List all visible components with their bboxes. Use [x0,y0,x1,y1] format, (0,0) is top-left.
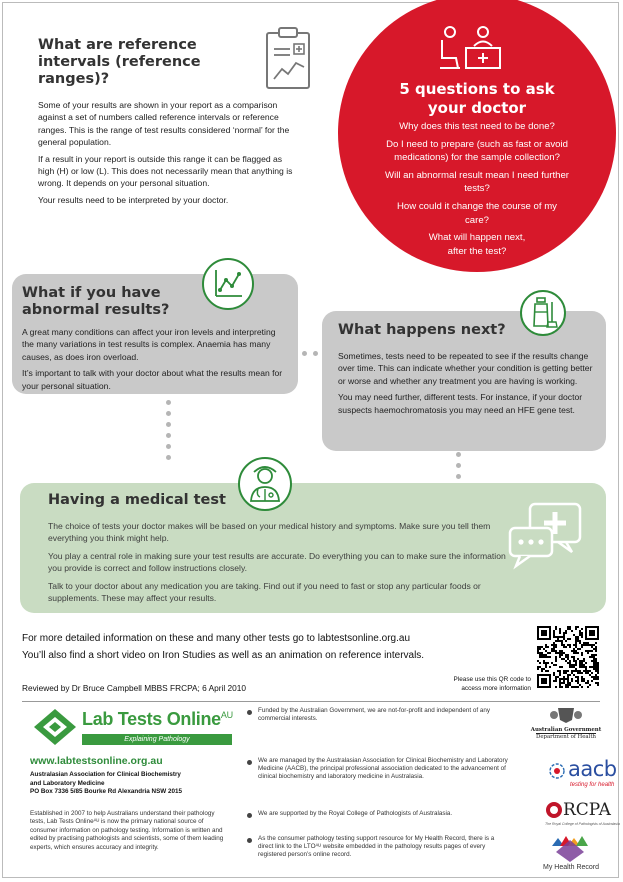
aacb-logo-text: aacb [568,757,617,781]
qr-note: Please use this QR code to access more information [453,676,531,692]
reference-body [38,99,296,206]
rcpa-tagline: The Royal College of Pathologists of Australasia [545,822,620,826]
note-bullet [247,710,252,715]
lto-url[interactable]: www.labtestsonline.org.au [30,755,163,767]
medical-p1: The choice of tests your doctor makes will be based on your medical history and symptoms. Make sure you tell them everything you think might help. [48,521,491,544]
aacb-tagline: testing for health [570,782,615,788]
abnormal-p2: It’s important to talk with your doctor about what the results mean for your personal situation. [22,368,283,391]
clipboard-chart-icon [264,25,314,91]
note-bullet [247,838,252,843]
note-funding: Funded by the Australian Government, we are not-for-profit and independent of any commercial interests. [258,707,491,722]
questions-section [355,80,599,258]
reference-p3: Your results need to be interpreted by your doctor. [38,194,229,205]
question-5: What will happen next, after the test? [428,232,526,257]
doctor-consult-icon [436,24,506,70]
lab-tests-online-tagline: Explaining Pathology [82,734,232,745]
rcpa-logo-text: RCPA [563,800,611,820]
next-p2: You may need further, different tests. For instance, if your doctor suspects haemochromatosis you may need an HFE gene test. [338,392,583,415]
more-info [22,630,532,664]
question-4: How could it change the course of my care? [397,200,557,226]
coat-of-arms-icon [548,706,584,724]
medical-p2: You play a central role in making sure your test results are accurate. Do everything you can to make sure the information you provide is correct and follow instructions closely. [48,550,506,574]
lab-tests-online-logo-icon [30,707,80,747]
medical-body [48,520,508,604]
medical-title-wrap [48,492,348,509]
reviewed-by: Reviewed by Dr Bruce Campbell MBBS FRCPA; 6 April 2010 [22,683,246,693]
my-health-record-logo-icon [550,832,590,862]
qr-code[interactable] [537,626,599,688]
abnormal-title: What if you have abnormal results? [22,285,170,318]
footer-divider [22,701,600,702]
reference-p1: Some of your results are shown in your report as a comparison against a set of numbers called reference intervals or reference ranges. This is the range of test results considered ‘normal’ for the general population. [38,100,290,148]
more-info-line1[interactable]: For more detailed information on these and many other tests go to labtestsonline.org.au [22,633,411,644]
abnormal-title-wrap [22,285,222,319]
note-my-health-record: As the consumer pathology testing support resource for My Health Record, there is a direct link to the LTOᴬᵁ website embedded in the pathology results pages of every registered person’s online record. [258,835,495,858]
lto-about: Established in 2007 to help Australians understand their pathology tests, Lab Tests Onlineᴬᵁ is now the primary national source of consumer information on pathology testing. Information is written and edited by practising pathologists and scientists, some of them leading experts, which ensures accuracy and integrity. [30,810,224,851]
abnormal-p1: A great many conditions can affect your iron levels and interpreting the many variations in test results is complex. Anaemia has many causes, as does iron overload. [22,327,276,362]
my-health-record-text: My Health Record [542,864,600,871]
note-aacb: We are managed by the Australasian Association for Clinical Biochemistry and Laboratory Medicine (AACB), the principal professional association dedicated to the advancement of clinical biochemistry and laboratory medicine in Australasia. [258,757,508,780]
questions-title: 5 questions to ask your doctor [399,80,555,117]
abnormal-body [22,326,284,392]
gov-logo-text: Australian Government Department of Health [530,727,602,740]
next-title-wrap [338,322,558,339]
lab-tests-online-logo-text: Lab Tests Online$^{AU}$ [82,709,233,729]
rcpa-logo-icon [545,800,563,820]
next-p1: Sometimes, tests need to be repeated to see if the results change over time. This can indicate whether your condition is getting better or worse and whether any treatment you are having is working. [338,351,593,386]
note-bullet [247,760,252,765]
aacb-logo-icon [548,762,566,780]
question-3: Will an abnormal result mean I need further tests? [385,169,569,195]
next-body [338,350,600,416]
next-title: What happens next? [338,322,506,338]
reference-section [38,37,268,88]
medical-title: Having a medical test [48,492,226,508]
lto-org: Australasian Association for Clinical Biochemistry and Laboratory Medicine PO Box 7336 5/85 Bourke Rd Alexandria NSW 2015 [30,771,183,795]
note-bullet [247,813,252,818]
question-2: Do I need to prepare (such as fast or avoid medications) for the sample collection? [386,138,568,164]
question-1: Why does this test need to be done? [399,121,555,132]
reference-title: What are reference intervals (reference ranges)? [38,37,201,87]
reference-p2: If a result in your report is outside this range it can be flagged as high (H) or low (L). This does not necessarily mean that anything is wrong. It depends on your personal situation. [38,153,293,189]
medical-p3: Talk to your doctor about any medication you are taking. Find out if you need to fast or stop any particular foods or supplements. These may affect your results. [48,580,481,604]
questions-list [355,120,599,258]
chat-plus-icon [506,500,586,572]
more-info-line2: You’ll also find a short video on Iron Studies as well as an animation on reference intervals. [22,650,425,661]
note-rcpa: We are supported by the Royal College of Pathologists of Australasia. [258,810,453,817]
